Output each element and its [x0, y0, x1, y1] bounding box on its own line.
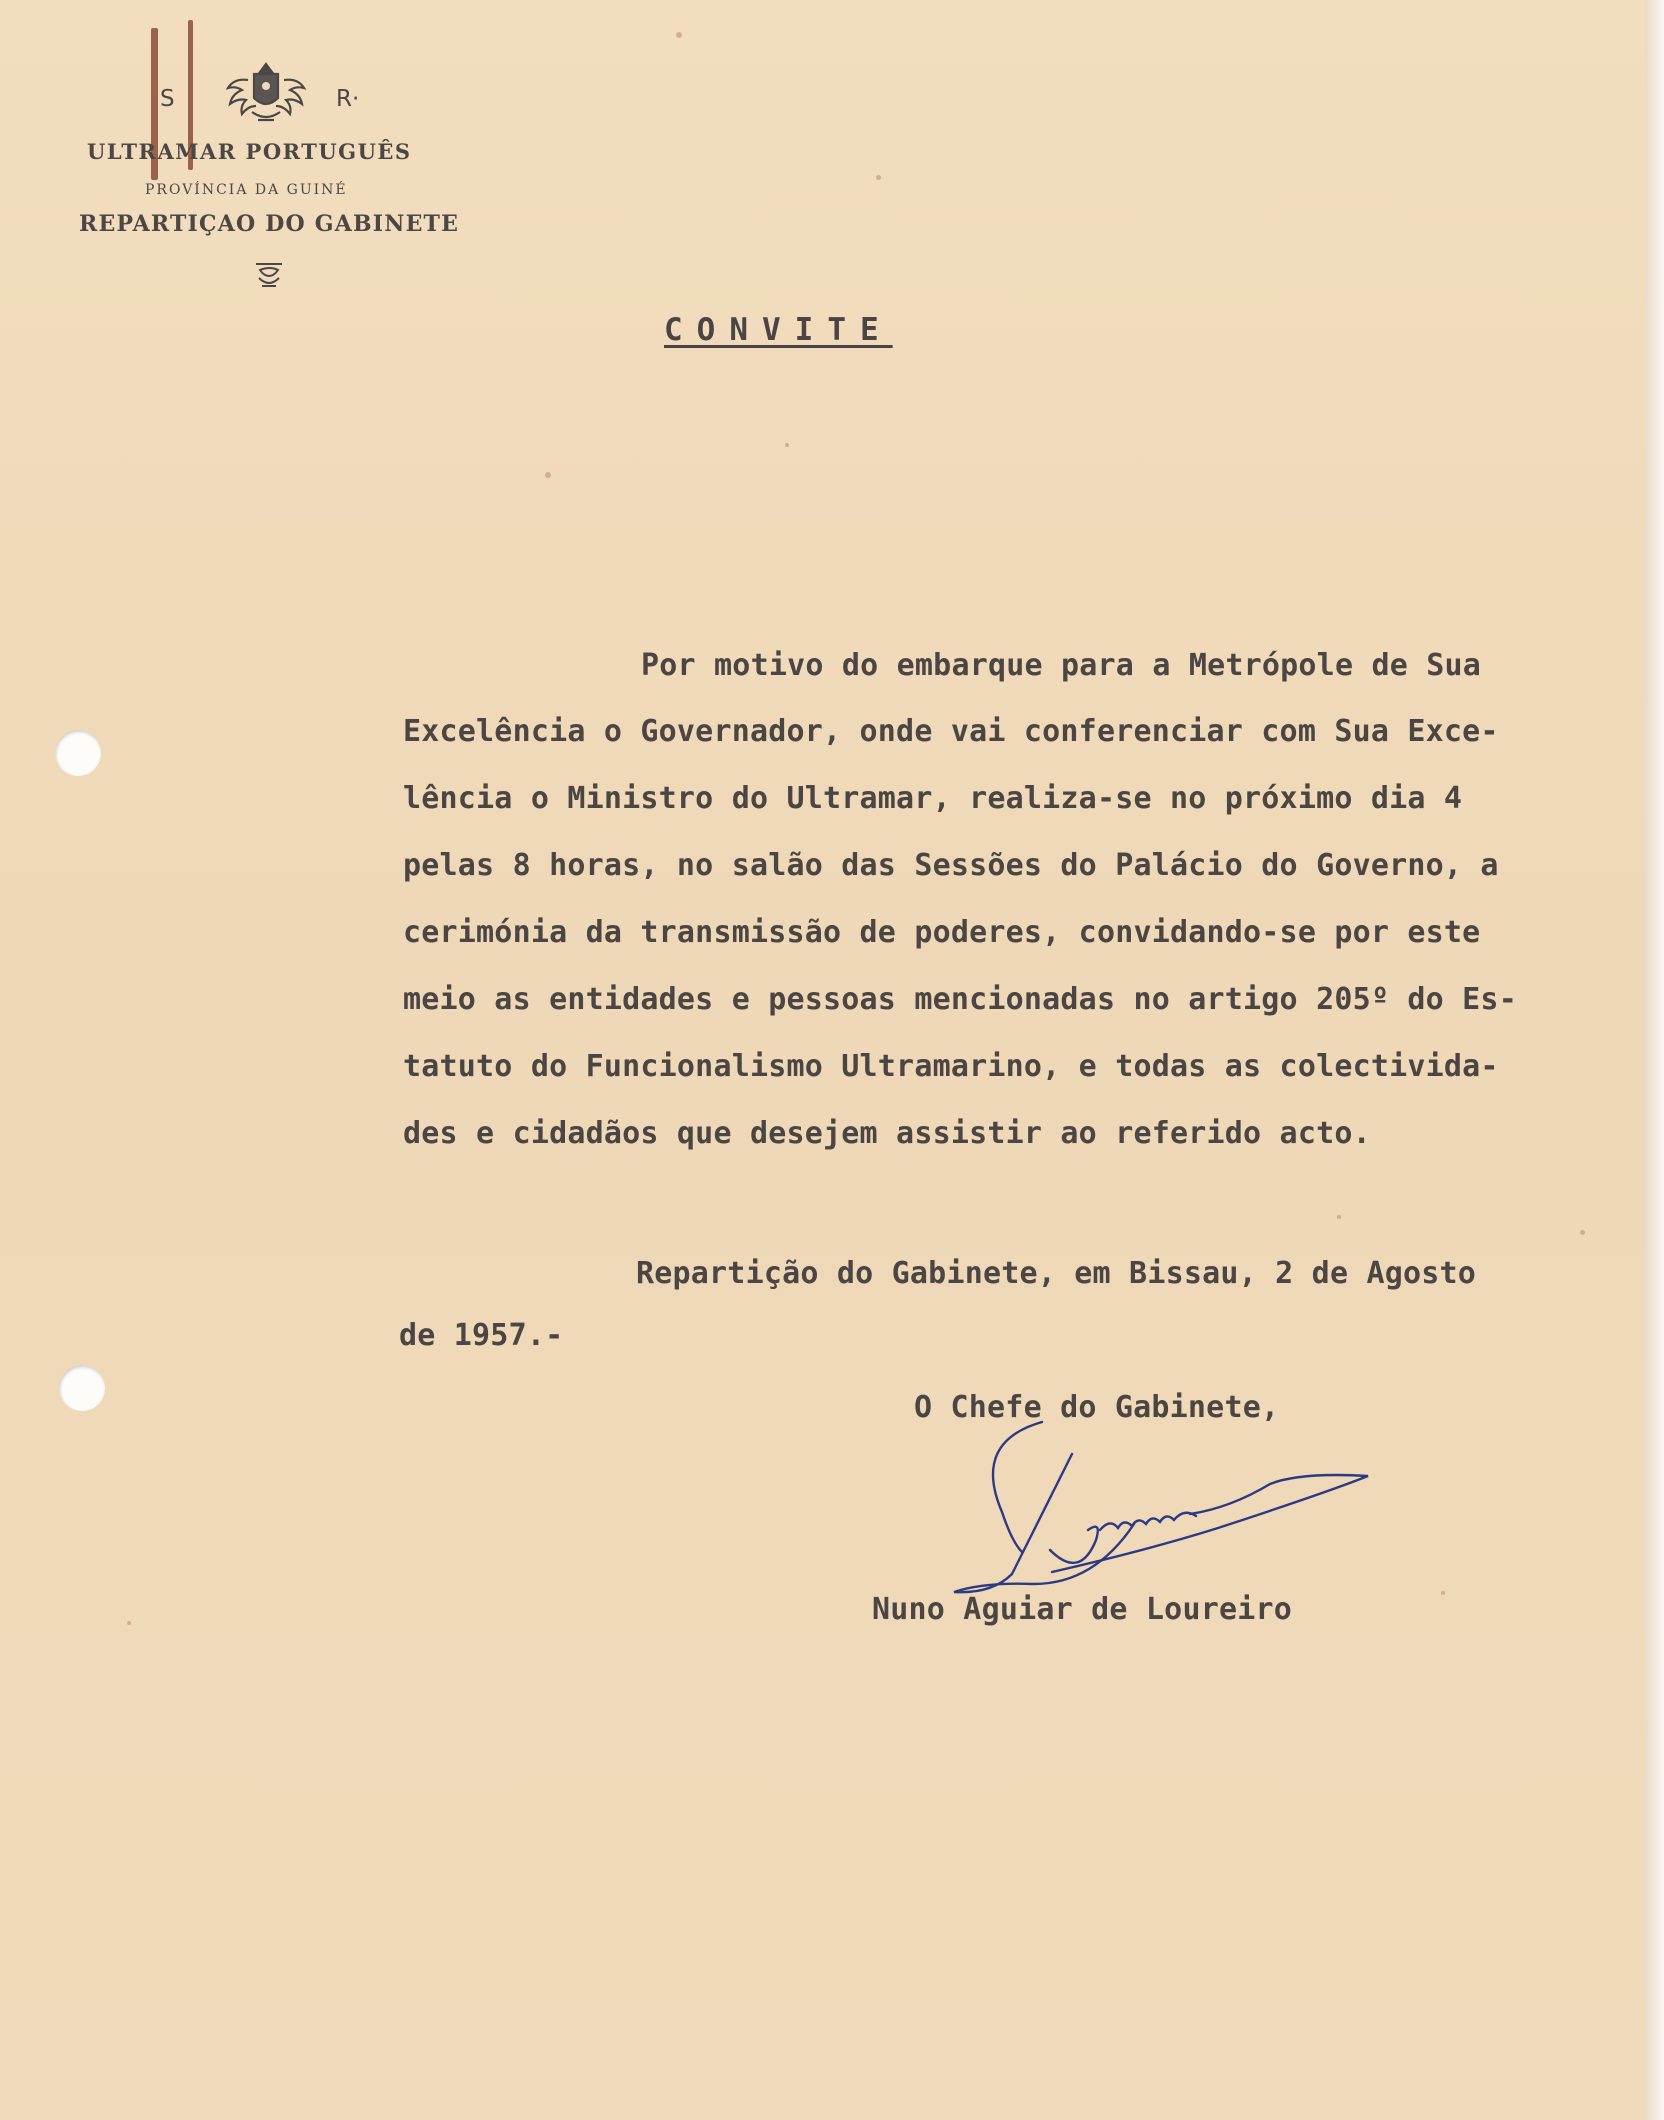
page-edge [1645, 0, 1664, 2120]
paper-speck [1580, 1230, 1585, 1235]
paper-speck [127, 1621, 131, 1625]
body-line: cerimónia da transmissão de poderes, convidando-se por este [403, 915, 1481, 950]
body-line: meio as entidades e pessoas mencionadas no artigo 205º do Es- [403, 982, 1517, 1017]
handwritten-signature-icon [950, 1418, 1430, 1598]
punch-hole [59, 1365, 105, 1411]
coat-of-arms-icon [218, 58, 314, 132]
body-line: tatuto do Funcionalismo Ultramarino, e todas as colectivida- [403, 1049, 1499, 1084]
paper-speck [785, 443, 789, 447]
body-line: Por motivo do embarque para a Metrópole de Sua [641, 648, 1482, 683]
signatory-title: O Chefe do Gabinete, [914, 1390, 1280, 1425]
closing-year: de 1957.- [399, 1318, 564, 1353]
body-line: Excelência o Governador, onde vai conferenciar com Sua Exce- [403, 714, 1499, 749]
letterhead-line-2: PROVÍNCIA DA GUINÉ [145, 182, 348, 198]
paper-speck [1441, 1591, 1445, 1595]
letterhead-line-1: ULTRAMAR PORTUGUÊS [87, 139, 412, 164]
signatory-name: Nuno Aguiar de Loureiro [872, 1592, 1293, 1627]
body-line: pelas 8 horas, no salão das Sessões do Palácio do Governo, a [403, 848, 1499, 883]
seal-letter-r: R· [336, 86, 360, 112]
paper-speck [1337, 1215, 1341, 1219]
closing-place-date: Repartição do Gabinete, em Bissau, 2 de Agosto [636, 1256, 1477, 1291]
seal-letter-s: S [160, 86, 175, 112]
paper-speck [876, 175, 881, 180]
paper-speck [676, 32, 682, 38]
punch-hole [55, 730, 101, 776]
body-line: lência o Ministro do Ultramar, realiza-se no próximo dia 4 [403, 781, 1463, 816]
letterhead-line-3: REPARTIÇAO DO GABINETE [79, 211, 460, 237]
document-title: CONVITE [664, 312, 893, 348]
monogram-mark-icon [252, 258, 286, 292]
paper-speck [545, 472, 551, 478]
body-line: des e cidadãos que desejem assistir ao referido acto. [403, 1116, 1371, 1151]
